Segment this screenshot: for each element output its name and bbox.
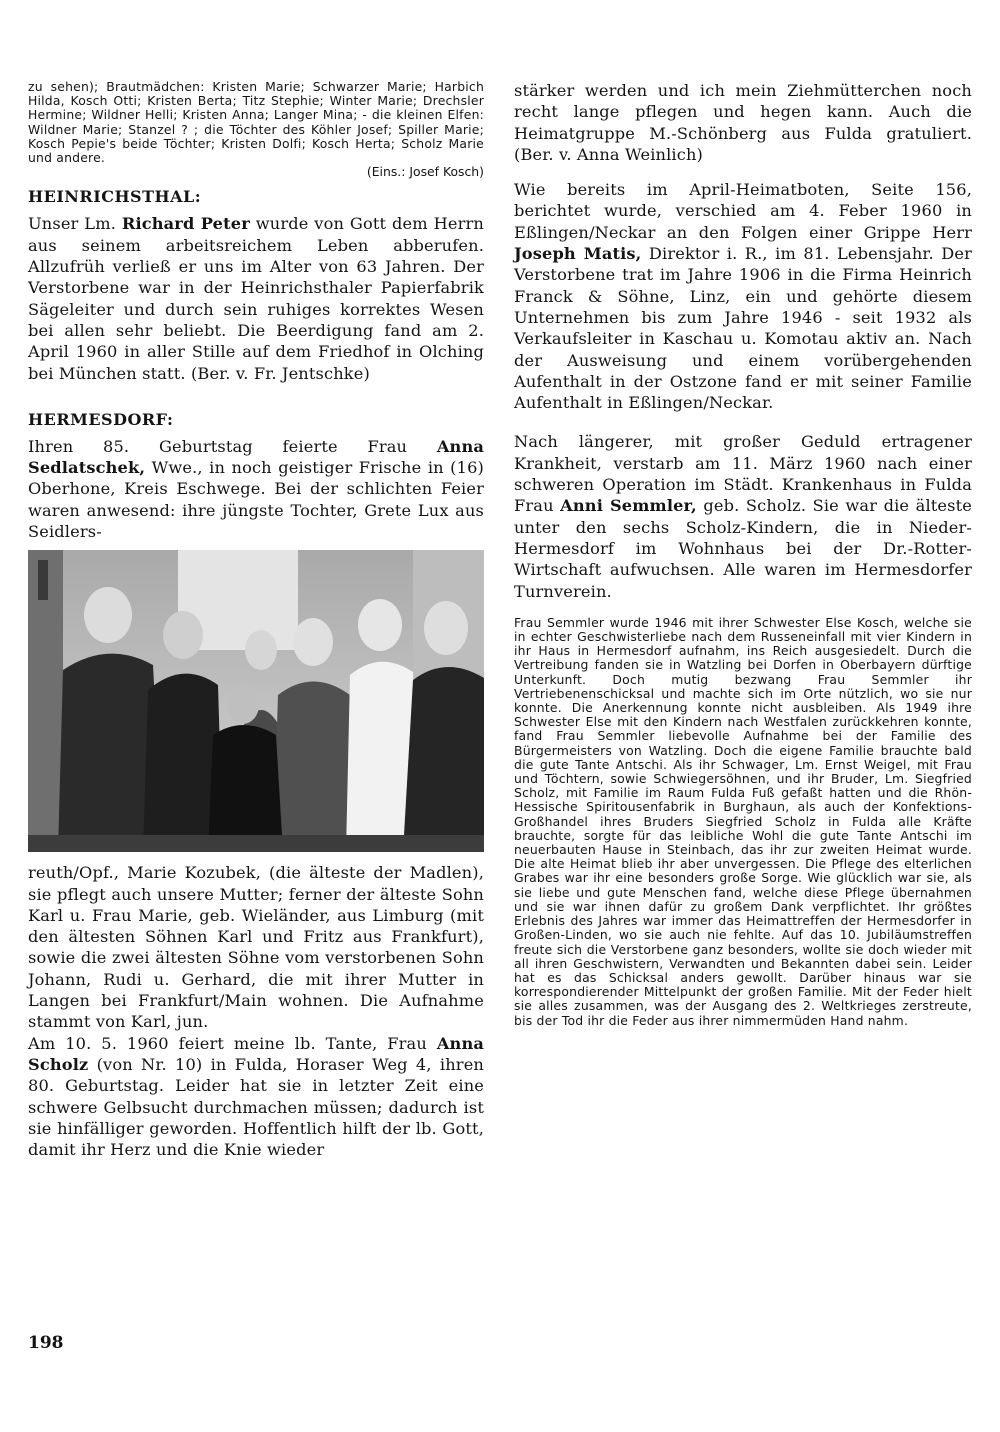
hermesdorf-paragraph-continued: reuth/Opf., Marie Kozubek, (die älteste der Madlen), sie pflegt auch unsere Mutter; ferner der älteste Sohn Karl u. Frau Marie, geb. Wieländer, aus Limburg (mit den ältesten Söhnen Karl und Fritz aus Frankfurt), sowie die zwei ältesten Söhne vom verstorbenen Sohn Johann, Rudi u. Gerhard, die mit ihrer Mutter in Langen bei Frankfurt/Main wohnen. Die Aufnahme stammt von Karl, jun. [28, 863, 484, 1032]
left-column [28, 80, 484, 1160]
intro-paragraph: zu sehen); Brautmädchen: Kristen Marie; Schwarzer Marie; Harbich Hilda, Kosch Otti; Kristen Berta; Titz Stephie; Winter Marie; Drechsler Hermine; Wildner Helli; Kristen Anna; Langer Mina; - die kleinen Elfen: Wildner Marie; Stanzel ? ; die Töchter des Köhler Josef; Spiller Marie; Kosch Pepie's beide Töchter; Kristen Dolfi; Kosch Herta; Scholz Marie und andere. [28, 79, 484, 166]
name-richard-peter: Richard Peter [121, 214, 250, 234]
heading-hermesdorf: HERMESDORF: [28, 409, 174, 429]
right-column [514, 80, 972, 1028]
name-anni-semmler: Anni Semmler, [560, 496, 697, 516]
name-anna-scholz: Anna Scholz [28, 1033, 484, 1074]
matis-obituary: Wie bereits im April-Heimatboten, Seite 156, berichtet wurde, verschied am 4. Feber 1960 in Eßlingen/Neckar an den Folgen einer Grippe Herr Joseph Matis, Direktor i. R., im 81. Lebensjahr. Der Verstorbene trat im Jahre 1906 in die Firma Heinrich Franck & Söhne, Linz, ein und gehörte diesem Unternehmen bis zum Jahre 1946 - seit 1932 als Verkaufsleiter in Kaschau u. Komotau aktiv an. Nach der Ausweisung und einem vorübergehenden Aufenthalt in der Ostzone fand er mit seiner Familie Aufenthalt in Eßlingen/Neckar. [514, 180, 972, 413]
anna-scholz-paragraph: Am 10. 5. 1960 feiert meine lb. Tante, Frau Anna Scholz (von Nr. 10) in Fulda, Horaser Weg 4, ihren 80. Geburtstag. Leider hat sie in letzter Zeit eine schwere Gelbsucht durchmachen müssen; dadurch ist sie hinfälliger geworden. Hoffentlich hilft der lb. Gott, damit ihr Herz und die Knie wieder [28, 1033, 484, 1160]
heinrichsthal-paragraph: Unser Lm. Richard Peter wurde von Gott dem Herrn aus seinem arbeitsreichem Leben abberufen. Allzufrüh verließ er uns im Alter von 63 Jahren. Der Verstorbene war in der Heinrichsthaler Papierfabrik Sägeleiter und durch sein ruhiges korrektes Wesen bei allen sehr beliebt. Die Beerdigung fand am 2. April 1960 in aller Stille auf dem Friedhof in Olching bei München statt. (Ber. v. Fr. Jentschke) [28, 214, 484, 383]
name-anna-sedlatschek: Anna Sedlatschek, [28, 436, 484, 478]
heading-heinrichsthal: HEINRICHSTHAL: [28, 187, 202, 207]
semmler-biography: Frau Semmler wurde 1946 mit ihrer Schwester Else Kosch, welche sie in echter Geschwisterliebe nach dem Russeneinfall mit vier Kindern in ihr Haus in Hermesdorf aufnahm, ins Reich ausgesiedelt. Durch die Vertreibung fanden sie in Watzling bei Dorfen in Oberbayern dürftige Unterkunft. Doch mutig bezwang Frau Semmler ihr Vertriebenenschicksal und machte sich im Orte nützlich, wo sie nur konnte. Die Anerkennung konnte nicht ausbleiben. Als 1949 ihre Schwester Else mit den Kindern nach Westfalen zurückkehren konnte, fand Frau Semmler liebevolle Aufnahme bei der Familie des Bürgermeisters von Watzling. Doch die eigene Familie brauchte bald die gute Tante Antschi. Als ihr Schwager, Lm. Ernst Weigel, mit Frau und Töchtern, sowie Schwiegersöhnen, und ihr Bruder, Lm. Siegfried Scholz, mit Familie im Raum Fulda Fuß gefaßt hatten und die Rhön-Hessische Spiritousenfabrik in Burghaun, als auch der Konfektions-Großhandel ihres Bruders Siegfried Scholz in Fulda alle Kräfte brauchte, sorgte für das leibliche Wohl die gute Tante Antschi im neuerbauten Hause in Steinbach, das ihr zur zweiten Heimat wurde. Die alte Heimat blieb ihr aber unvergessen. Die Pflege des elterlichen Grabes war ihr eine besonders große Sorge. Wie glücklich war sie, als sie liebe und gute Menschen fand, welche diese Pflege übernahmen und sie war ihnen dafür zu großem Dank verpflichtet. Ihr größtes Erlebnis des Jahres war immer das Heimattreffen der Hermesdorfer in Großen-Linden, wo sie auch nie fehlte. Auf das 10. Jubiläumstreffen freute sich die Verstorbene ganz besonders, wollte sie doch wieder mit all ihren Geschwistern, Verwandten und Bekannten dabei sein. Leider hat es das Schicksal anders gewollt. Darüber hinaus war sie korrespondierender Mittelpunkt der großen Familie. Mit der Feder hielt sie alles zusammen, was der Ausgang des 2. Weltkrieges zerstreute, bis der Tod ihr die Feder aus ihrer nimmermüden Hand nahm. [514, 614, 972, 1028]
semmler-obituary: Nach längerer, mit großer Geduld ertragener Krankheit, verstarb am 11. März 1960 nach einer schweren Operation im Städt. Krankenhaus in Fulda Frau Anni Semmler, geb. Scholz. Sie war die älteste unter den sechs Scholz-Kindern, die in Nieder-Hermesdorf im Wohnhaus bei der Dr.-Rotter-Wirtschaft aufwuchsen. Alle waren im Hermesdorfer Turnverein. [514, 432, 972, 601]
birthday-paragraph-continued: stärker werden und ich mein Ziehmütterchen noch recht lange pflegen und hegen kann. Auch die Heimatgruppe M.-Schönberg aus Fulda gratuliert. (Ber. v. Anna Weinlich) [514, 81, 972, 164]
page-number: 198 [28, 1333, 64, 1353]
family-photo [28, 550, 484, 852]
hermesdorf-paragraph: Ihren 85. Geburtstag feierte Frau Anna Sedlatschek, Wwe., in noch geistiger Frische in (16) Oberhone, Kreis Eschwege. Bei der schlichten Feier waren anwesend: ihre jüngste Tochter, Grete Lux aus Seidlers- [28, 436, 484, 541]
intro-signature: (Eins.: Josef Kosch) [366, 164, 484, 180]
name-joseph-matis: Joseph Matis, [514, 244, 642, 264]
